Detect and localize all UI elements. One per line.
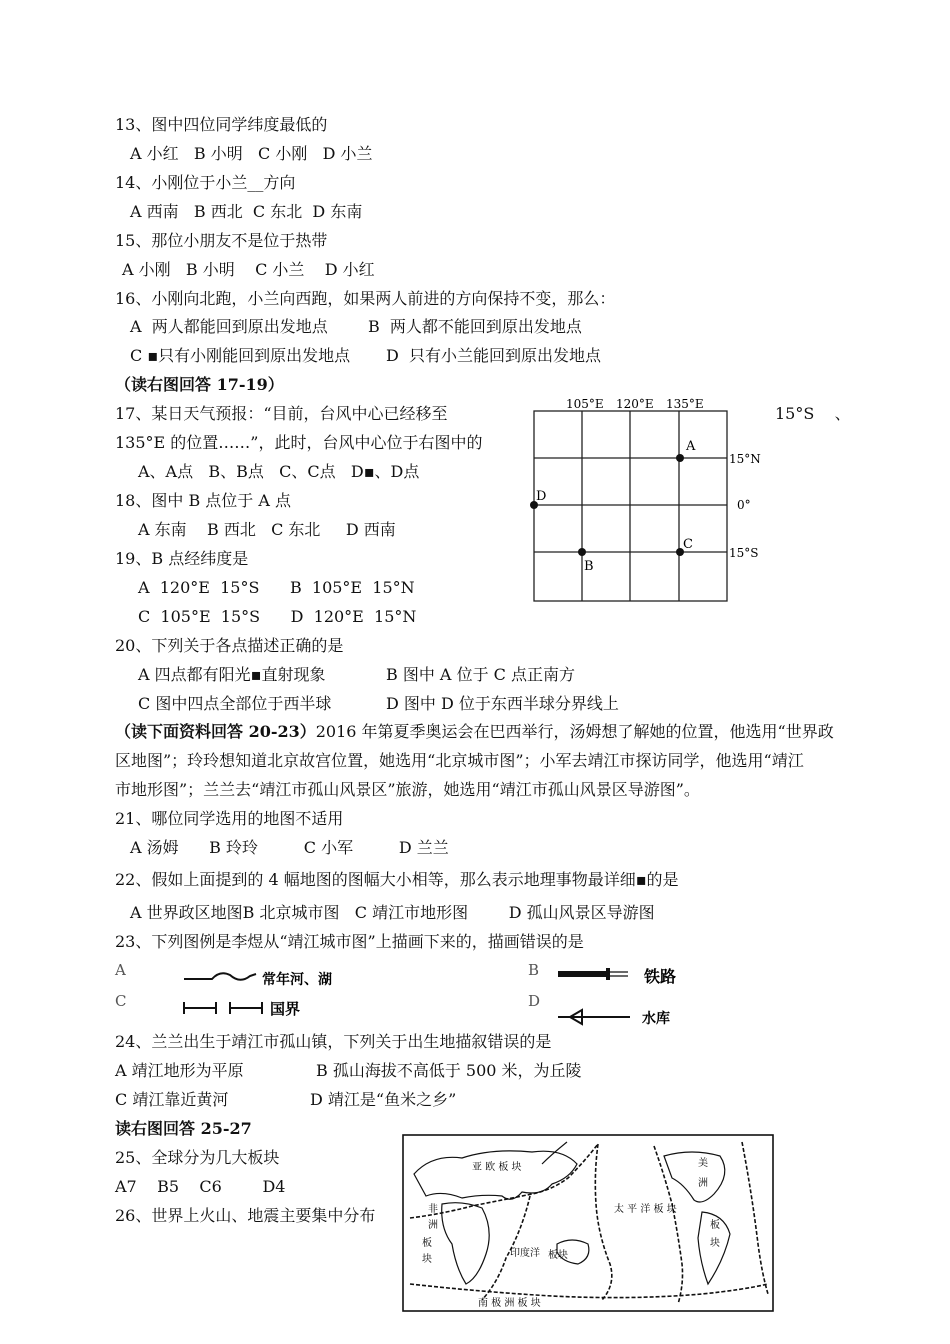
q19-options-cd: C 105°E 15°S D 120°E 15°N [138, 607, 417, 626]
q24-option-a: A 靖江地形为平原 [115, 1061, 244, 1080]
section-heading-20-23: （读下面资料回答 20-23） [115, 722, 316, 741]
section-20-23-line2: 区地图”；玲玲想知道北京故宫位置，她选用“北京城市图”；小军去靖江市探访同学，他选用“靖江 [115, 751, 804, 770]
plate-america-label3: 板 [710, 1220, 720, 1231]
q20-option-a: A 四点都有阳光▪直射现象 [138, 665, 326, 684]
q19-options-ab: A 120°E 15°S B 105°E 15°N [138, 578, 415, 597]
q25-options: A7 B5 C6 D4 [115, 1177, 286, 1196]
q23-stem: 23、下列图例是李煜从“靖江城市图”上描画下来的，描画错误的是 [115, 932, 584, 951]
reservoir-symbol [558, 1010, 630, 1024]
plate-indian-label1: 印度洋 [510, 1248, 540, 1259]
section-heading-17-19: （读右图回答 17-19） [115, 375, 284, 394]
q18-options: A 东南 B 西北 C 东北 D 西南 [138, 520, 396, 539]
plate-africa-label1: 非 [428, 1204, 438, 1215]
legend-d-letter: D [528, 992, 541, 1010]
lat-label-15n: 15°N [729, 452, 761, 466]
tectonic-plates-map [402, 1134, 774, 1312]
legend-b-letter: B [528, 961, 540, 979]
point-b [578, 548, 586, 556]
q21-options: A 汤姆 B 玲玲 C 小军 D 兰兰 [130, 838, 449, 857]
q18-stem: 18、图中 B 点位于 A 点 [115, 491, 292, 510]
plate-eurasia-label: 亚 欧 板 块 [472, 1162, 522, 1173]
map-legend-figure [112, 958, 702, 1026]
q21-stem: 21、哪位同学选用的地图不适用 [115, 809, 344, 828]
legend-d-text: 水库 [642, 1011, 670, 1026]
q17-stem-line2: 135°E 的位置……”，此时，台风中心位于右图中的 [115, 433, 483, 452]
point-d-label: D [536, 489, 547, 504]
q17-options: A、A点 B、B点 C、C点 D▪、D点 [138, 462, 420, 481]
plate-africa-label4: 块 [422, 1254, 432, 1265]
q16-stem: 16、小刚向北跑，小兰向西跑，如果两人前进的方向保持不变，那么： [115, 289, 616, 308]
plate-america-label1: 美 [698, 1158, 708, 1169]
section-20-23-line3: 市地形图”；兰兰去“靖江市孤山风景区”旅游，她选用“靖江市孤山风景区导游图”。 [115, 780, 700, 799]
plate-america-label4: 块 [710, 1238, 720, 1249]
river-lake-symbol [184, 973, 256, 980]
section-heading-25-27: 读右图回答 25-27 [115, 1119, 252, 1138]
legend-a-text: 常年河、湖 [262, 972, 332, 988]
q16-option-a: A 两人都能回到原出发地点 [130, 317, 328, 336]
plate-africa-label2: 洲 [428, 1220, 438, 1231]
q26-stem: 26、世界上火山、地震主要集中分布 [115, 1206, 376, 1225]
lat-lon-grid-figure [520, 392, 850, 607]
point-c-label: C [683, 537, 693, 552]
plate-america-label2: 洲 [698, 1178, 708, 1189]
q20-option-d: D 图中 D 位于东西半球分界线上 [386, 694, 619, 713]
q20-stem: 20、下列关于各点描述正确的是 [115, 636, 344, 655]
q16-option-d: D 只有小兰能回到原出发地点 [386, 346, 602, 365]
legend-c-letter: C [115, 992, 127, 1010]
q24-option-d: D 靖江是“鱼米之乡” [310, 1090, 457, 1109]
q20-option-c: C 图中四点全部位于西半球 [138, 694, 332, 713]
plate-antarctic-label: 南 极 洲 板 块 [478, 1298, 541, 1309]
q17-stem-right: 15°S 、 [775, 404, 851, 423]
railway-symbol [558, 968, 628, 980]
legend-b-text: 铁路 [644, 967, 677, 986]
q16-option-c: C ▪只有小刚能回到原出发地点 [130, 346, 351, 365]
q22-options: A 世界政区地图B 北京城市图 C 靖江市地形图 D 孤山风景区导游图 [130, 903, 655, 922]
q24-stem: 24、兰兰出生于靖江市孤山镇，下列关于出生地描叙错误的是 [115, 1032, 552, 1051]
lat-label-15s: 15°S [729, 546, 759, 560]
q15-options: A 小刚 B 小明 C 小兰 D 小红 [122, 260, 375, 279]
point-a-label: A [686, 439, 696, 454]
legend-c-text: 国界 [270, 1000, 301, 1018]
q14-stem: 14、小刚位于小兰__方向 [115, 173, 296, 192]
lon-label-135e: 135°E [666, 397, 704, 411]
q16-option-b: B 两人都不能回到原出发地点 [368, 317, 582, 336]
q17-stem-line1: 17、某日天气预报：“目前，台风中心已经移至 [115, 404, 448, 423]
plate-africa-label3: 板 [422, 1238, 432, 1249]
q24-option-c: C 靖江靠近黄河 [115, 1090, 229, 1109]
point-b-label: B [584, 559, 594, 574]
q22-stem: 22、假如上面提到的 4 幅地图的图幅大小相等，那么表示地理事物最详细▪的是 [115, 870, 679, 889]
q20-option-b: B 图中 A 位于 C 点正南方 [386, 665, 575, 684]
section-20-23-line1 [115, 722, 834, 742]
plate-pacific-label: 太 平 洋 板 块 [614, 1204, 677, 1215]
lat-label-0: 0° [737, 498, 751, 512]
q25-stem: 25、全球分为几大板块 [115, 1148, 280, 1167]
q24-option-b: B 孤山海拔不高低于 500 米，为丘陵 [316, 1061, 582, 1080]
section-20-23-text1: 2016 年第夏季奥运会在巴西举行，汤姆想了解她的位置，他选用“世界政 [315, 722, 834, 741]
point-a [676, 454, 684, 462]
legend-a-letter: A [115, 961, 126, 979]
q14-options: A 西南 B 西北 C 东北 D 东南 [130, 202, 363, 221]
q13-options: A 小红 B 小明 C 小刚 D 小兰 [130, 144, 373, 163]
border-symbol [184, 1002, 262, 1014]
lon-label-105e: 105°E [566, 397, 604, 411]
q15-stem: 15、那位小朋友不是位于热带 [115, 231, 328, 250]
plate-indian-label2: 板块 [548, 1250, 568, 1261]
q19-stem: 19、B 点经纬度是 [115, 549, 249, 568]
lon-label-120e: 120°E [616, 397, 654, 411]
q13-stem: 13、图中四位同学纬度最低的 [115, 115, 328, 134]
